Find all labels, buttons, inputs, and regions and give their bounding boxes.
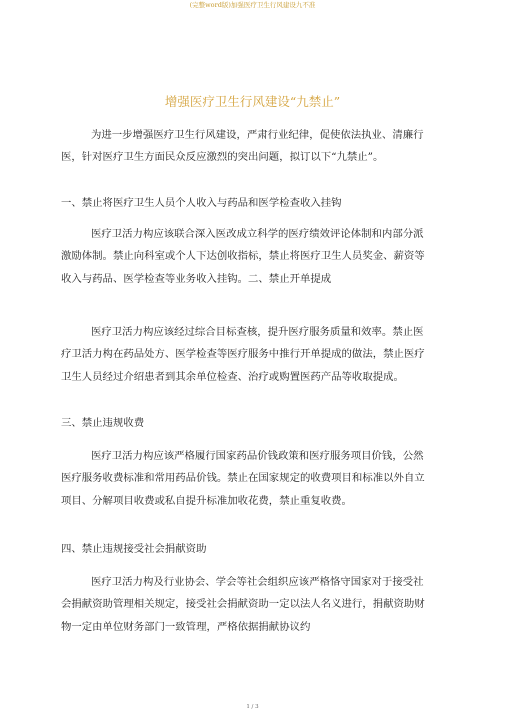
document-title: 增强医疗卫生行风建设“九禁止” <box>164 94 341 109</box>
page-number: 1 / 3 <box>246 704 259 710</box>
section-1-heading: 一、禁止将医疗卫生人员个人收入与药品和医学检查收入挂钩 <box>61 197 342 209</box>
section-2-paragraph: 医疗卫活力构应该经过综合目标查核，提升医疗服务质量和效率。禁止医疗卫活力构在药品处方、医学检查等医疗服务中推行开单提成的做法，禁止医疗卫生人员经过介绍患者到其余单位检查、治疗或购置医药产品等收取提成。 <box>61 326 425 383</box>
section-3-paragraph: 医疗卫活力构应该严格履行国家药品价钱政策和医疗服务项目价钱，公然医疗服务收费标准和常用药品价钱。禁止在国家规定的收费项目和标准以外自立项目、分解项目收费或私自提升标准加收花费，禁止重复收费。 <box>61 450 425 507</box>
section-4-heading: 四、禁止违规接受社会捐献资助 <box>61 543 207 555</box>
section-3-heading: 三、禁止违规收费 <box>61 417 145 429</box>
page-header: (完整word版)加强医疗卫生行风建设九不准 <box>189 1 316 9</box>
section-4-paragraph: 医疗卫活力构及行业协会、学会等社会组织应该严格恪守国家对于接受社会捐献资助管理相关规定，接受社会捐献资助一定以法人名义进行，捐献资助财物一定由单位财务部门一致管理，严格依据捐献协议约 <box>61 576 425 633</box>
intro-paragraph: 为进一步增强医疗卫生行风建设，严肃行业纪律，促使依法执业、清廉行医，针对医疗卫生方面民众反应激烈的突出问题，拟订以下“九禁止”。 <box>61 129 424 164</box>
section-1-paragraph: 医疗卫活力构应该联合深入医改成立科学的医疗绩效评论体制和内部分派激励体制。禁止向科室或个人下达创收指标，禁止将医疗卫生人员奖金、薪资等收入与药品、医学检查等业务收入挂钩。二、禁止开单提成 <box>61 228 425 285</box>
